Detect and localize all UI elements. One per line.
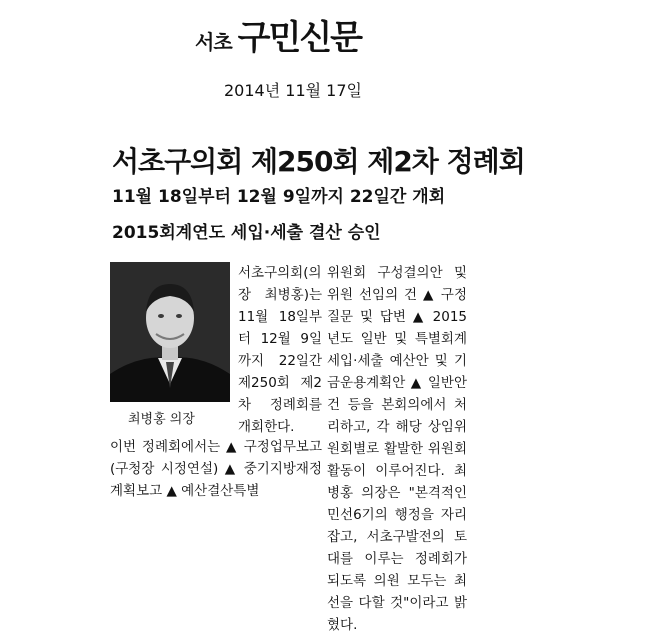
masthead-prefix: 서초 [195,30,232,54]
article-body-col1-top: 서초구의회(의장 최병홍)는 11월 18일부터 12월 9일까지 22일간 제250회 제2차 정례회를 개회한다. [238,265,322,435]
article-headline: 서초구의회 제250회 제2차 정례회 [112,145,525,178]
portrait-caption: 최병홍 의장 [128,412,195,427]
article-subhead-budget: 2015회계연도 세입·세출 결산 승인 [112,223,381,243]
publication-date: 2014년 11월 17일 [224,81,362,100]
masthead-name: 구민신문 [237,18,362,58]
article-subhead-schedule: 11월 18일부터 12월 9일까지 22일간 개회 [112,187,446,207]
article-body-col2: 위원회 구성결의안 및 위원 선임의 건 ▲ 구정질문 및 답변 ▲ 2015년도 일반 및 특별회계 세입·세출 예산안 및 기금운용계획안 ▲ 일반안건 등을 본회의에서 처리하고, 각 해당 상임위원회별로 활발한 위원회 활동이 이루어진다. 최병홍 의장은 "본격적인 민선6기의 행정을 자리잡고, 서초구발전의 토대를 이루는 정례회가 되도록 의원 모두는 최선을 다할 것"이라고 밝혔다. [327,265,467,633]
chairman-portrait [110,262,230,402]
portrait-illustration [110,262,230,402]
article-body-col1-bottom: 이번 정례회에서는 ▲ 구정업무보고(구청장 시정연설) ▲ 중기지방재정계획보고 ▲ 예산결산특별 [110,439,322,499]
newspaper-masthead [195,10,361,59]
